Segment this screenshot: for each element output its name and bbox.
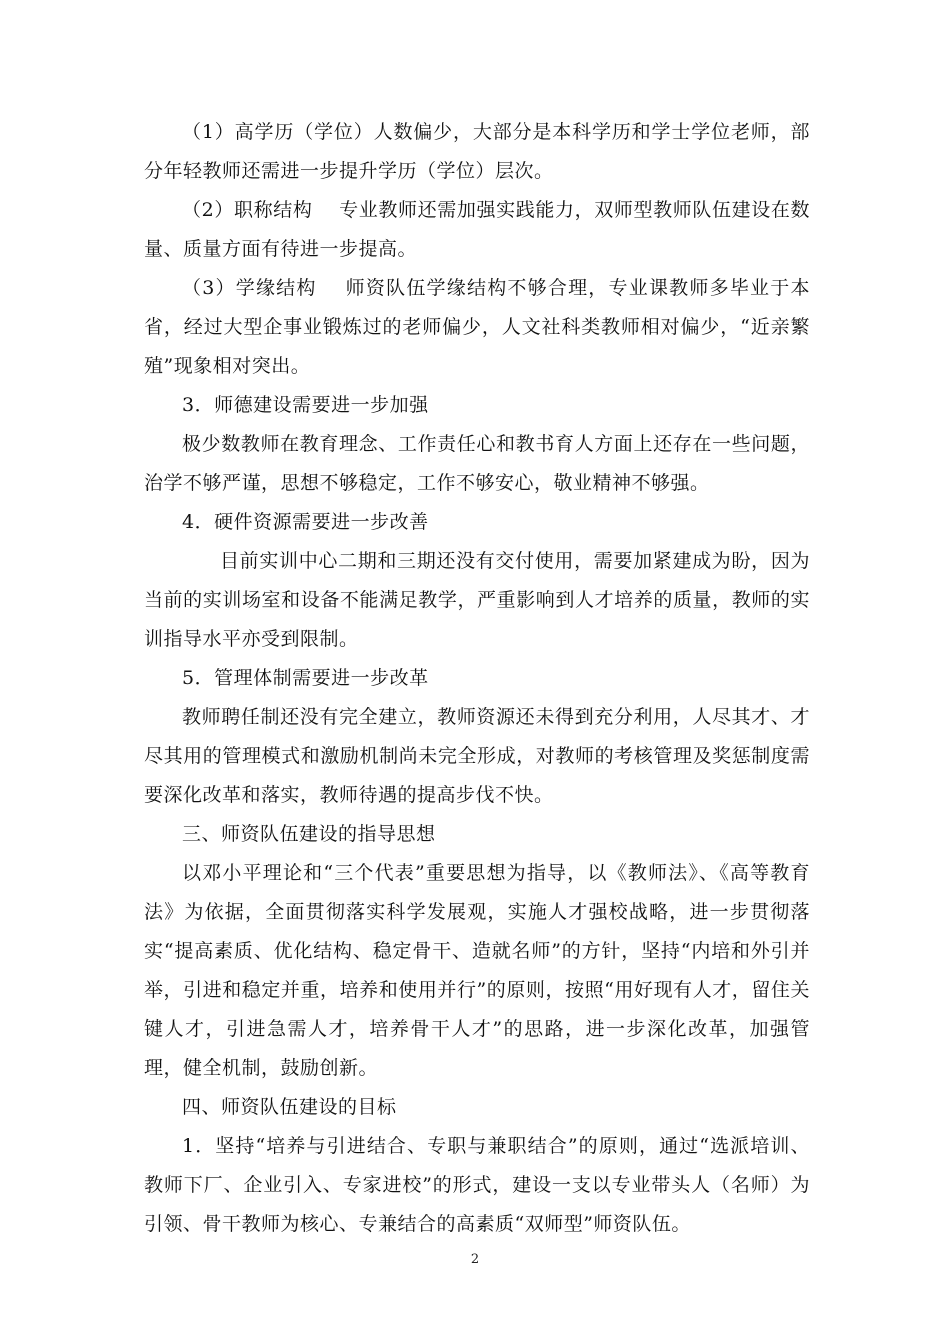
heading-guiding-thought: 三、师资队伍建设的指导思想 — [182, 823, 436, 845]
paragraph-hardware: 目前实训中心二期和三期还没有交付使用，需要加紧建成为盼，因为当前的实训场室和设备不能满足教学，严重影响到人才培养的质量，教师的实训指导水平亦受到限制。 — [144, 550, 810, 650]
document-body — [144, 113, 810, 1244]
paragraph-title-structure: （2）职称结构 专业教师还需加强实践能力，双师型教师队伍建设在数量、质量方面有待进一步提高。 — [144, 199, 810, 260]
heading-ethics: 3．师德建设需要进一步加强 — [182, 394, 429, 416]
paragraph-guiding-thought: 以邓小平理论和“三个代表”重要思想为指导，以《教师法》、《高等教育法》为依据，全面贯彻落实科学发展观，实施人才强校战略，进一步贯彻落实“提高素质、优化结构、稳定骨干、造就名师”的方针，坚持“内培和外引并举，引进和稳定并重，培养和使用并行”的原则，按照“用好现有人才，留住关键人才，引进急需人才，培养骨干人才”的思路，进一步深化改革，加强管理，健全机制，鼓励创新。 — [144, 862, 810, 1079]
paragraph-academic-degree: （1）高学历（学位）人数偏少，大部分是本科学历和学士学位老师，部分年轻教师还需进一步提升学历（学位）层次。 — [144, 121, 810, 182]
heading-hardware: 4．硬件资源需要进一步改善 — [182, 511, 429, 533]
heading-goals: 四、师资队伍建设的目标 — [182, 1096, 397, 1118]
paragraph-goal-1: 1．坚持“培养与引进结合、专职与兼职结合”的原则，通过“选派培训、教师下厂、企业引入、专家进校”的形式，建设一支以专业带头人（名师）为引领、骨干教师为核心、专兼结合的高素质“双师型”师资队伍。 — [144, 1135, 810, 1235]
paragraph-academic-origin: （3）学缘结构 师资队伍学缘结构不够合理，专业课教师多毕业于本省，经过大型企事业锻炼过的老师偏少，人文社科类教师相对偏少，“近亲繁殖”现象相对突出。 — [144, 277, 810, 377]
heading-management: 5．管理体制需要进一步改革 — [182, 667, 429, 689]
paragraph-management: 教师聘任制还没有完全建立，教师资源还未得到充分利用，人尽其才、才尽其用的管理模式和激励机制尚未完全形成，对教师的考核管理及奖惩制度需要深化改革和落实，教师待遇的提高步伐不快。 — [144, 706, 810, 806]
paragraph-ethics: 极少数教师在教育理念、工作责任心和教书育人方面上还存在一些问题，治学不够严谨，思想不够稳定，工作不够安心，敬业精神不够强。 — [144, 433, 810, 494]
page-number: 2 — [470, 1252, 480, 1267]
